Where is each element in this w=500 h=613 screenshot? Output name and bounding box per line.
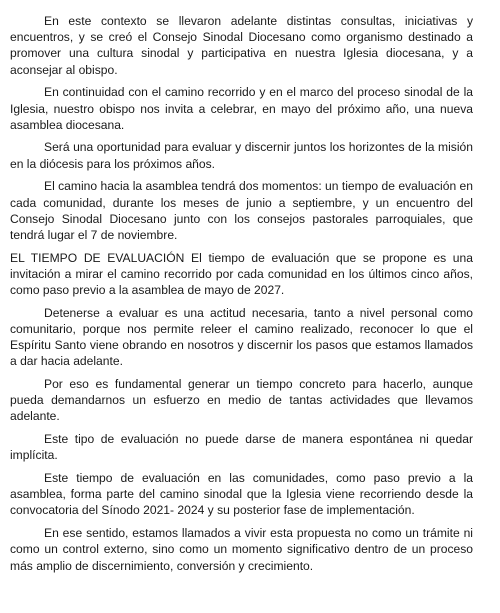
paragraph-continuity: En continuidad con el camino recorrido y en el marco del proceso sinodal de la Iglesia, nuestro obispo nos invita a celebrar, en mayo del próximo año, una nueva asamblea diocesana. xyxy=(10,85,473,132)
section-heading: EL TIEMPO DE EVALUACIÓN xyxy=(10,250,185,265)
paragraph-meaning: En ese sentido, estamos llamados a vivir esta propuesta no como un trámite ni como un control externo, sino como un momento significativo dentro de un proceso más amplio de discernimiento, conversión y crecimiento. xyxy=(10,526,473,573)
document-body xyxy=(10,13,473,580)
paragraph-opportunity: Será una oportunidad para evaluar y discernir juntos los horizontes de la misión en la diócesis para los próximos años. xyxy=(10,140,473,171)
paragraph-path: El camino hacia la asamblea tendrá dos momentos: un tiempo de evaluación en cada comunidad, durante los meses de junio a septiembre, y un encuentro del Consejo Sinodal Diocesano junto con los consejos pastorales parroquiales, que tendrá lugar el 7 de noviembre. xyxy=(10,179,473,242)
section-intro-text: El tiempo de evaluación que se propone es una invitación a mirar el camino recorrido por cada comunidad en los últimos cinco años, como paso previo a la asamblea de mayo de 2027. xyxy=(10,250,473,298)
paragraph-synodal-path: Este tiempo de evaluación en las comunidades, como paso previo a la asamblea, forma parte del camino sinodal que la Iglesia viene recorriendo desde la convocatoria del Sínodo 2021- 2024 y su posterior fase de implementación. xyxy=(10,471,473,518)
paragraph-context: En este contexto se llevaron adelante distintas consultas, iniciativas y encuentros, y se creó el Consejo Sinodal Diocesano como organismo destinado a promover una cultura sinodal y participativa en nuestra Iglesia diocesana, y a aconsejar al obispo. xyxy=(10,14,473,77)
paragraph-section-intro xyxy=(10,250,473,299)
paragraph-not-spontaneous: Este tipo de evaluación no puede darse de manera espontánea ni quedar implícita. xyxy=(10,432,473,463)
paragraph-evaluate: Detenerse a evaluar es una actitud necesaria, tanto a nivel personal como comunitario, porque nos permite releer el camino realizado, reconocer lo que el Espíritu Santo viene obrando en nosotros y discernir los pasos que estamos llamados a dar hacia adelante. xyxy=(10,305,473,369)
paragraph-concrete-time: Por eso es fundamental generar un tiempo concreto para hacerlo, aunque pueda demandarnos un esfuerzo en medio de tantas actividades que llevamos adelante. xyxy=(10,377,473,424)
